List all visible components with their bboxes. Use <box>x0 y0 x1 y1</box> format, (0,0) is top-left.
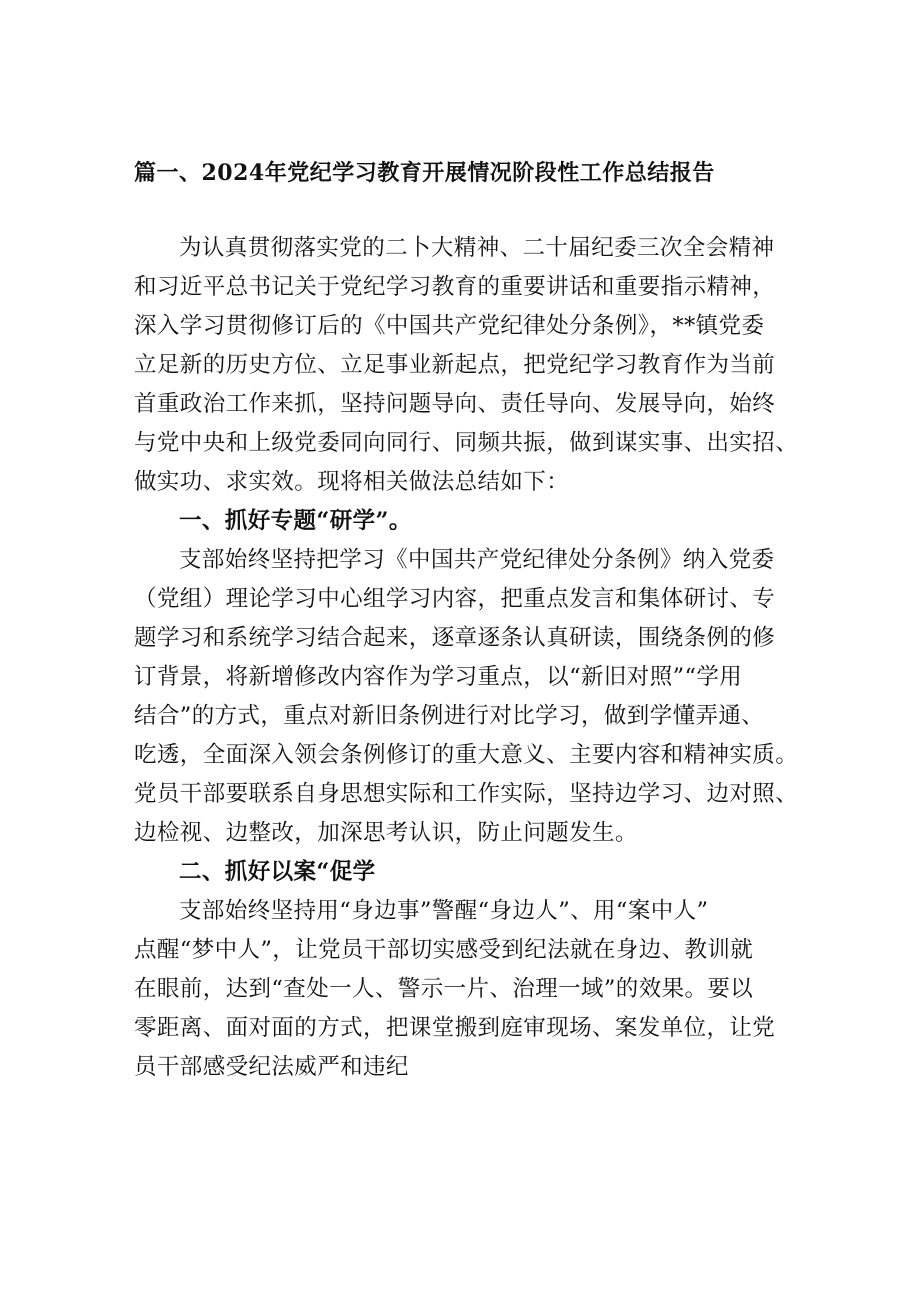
paragraph-intro-line-5: 首重政治工作来抓，坚持问题导向、责任导向、发展导向，始终 <box>134 391 776 417</box>
section-heading-2: 二、抓好以案“促学 <box>179 859 376 885</box>
paragraph-intro-line-1: 为认真贯彻落实党的二卜大精神、二十届纪委三次全会精神 <box>179 235 775 261</box>
paragraph-section1-line-3: 题学习和系统学习结合起来，逐章逐条认真研读，围绕条例的修 <box>134 625 776 651</box>
paragraph-section2-line-5: 员干部感受纪法威严和违纪 <box>134 1054 409 1080</box>
paragraph-intro-line-6: 与党中央和上级党委同向同行、同频共振，做到谋实事、出实招、 <box>134 430 799 456</box>
paragraph-intro-line-4: 立足新的历史方位、立足事业新起点，把党纪学习教育作为当前 <box>134 352 776 378</box>
section-heading-1: 一、抓好专题“研学”。 <box>179 508 412 534</box>
paragraph-section2-line-4: 零距离、面对面的方式，把课堂搬到庭审现场、案发单位，让党 <box>134 1015 776 1041</box>
paragraph-intro-line-2: 和习近平总书记关于党纪学习教育的重要讲话和重要指示精神， <box>134 274 776 300</box>
paragraph-section1-line-2: （党组）理论学习中心组学习内容，把重点发言和集体研讨、专 <box>134 586 776 612</box>
paragraph-section2-line-3: 在眼前，达到“查处一人、警示一片、治理一域”的效果。要以 <box>134 976 754 1002</box>
paragraph-section1-line-8: 边检视、边整改，加深思考认识，防止问题发生。 <box>134 820 638 846</box>
paragraph-section1-line-1: 支部始终坚持把学习《中国共产党纪律处分条例》纳入党委 <box>179 547 775 573</box>
paragraph-intro-line-7: 做实功、求实效。现将相关做法总结如下： <box>134 469 570 495</box>
paragraph-section2-line-2: 点醒“梦中人”，让党员干部切实感受到纪法就在身边、教训就 <box>134 937 754 963</box>
document-title: 篇一、2024年党纪学习教育开展情况阶段性工作总结报告 <box>134 160 715 186</box>
paragraph-section2-line-1: 支部始终坚持用“身边事”警醒“身边人”、用“案中人” <box>179 898 709 924</box>
paragraph-section1-line-4: 订背景，将新增修改内容作为学习重点，以“新旧对照”“学用 <box>134 664 743 690</box>
paragraph-section1-line-5: 结合”的方式，重点对新旧条例进行对比学习，做到学懂弄通、 <box>134 703 765 729</box>
document-body <box>134 229 799 1087</box>
paragraph-section1-line-6: 吃透，全面深入领会条例修订的重大意义、主要内容和精神实质。 <box>134 742 799 768</box>
paragraph-section1-line-7: 党员干部要联系自身思想实际和工作实际，坚持边学习、边对照、 <box>134 781 799 807</box>
paragraph-intro-line-3: 深入学习贯彻修订后的《中国共产党纪律处分条例》，**镇党委 <box>134 313 765 339</box>
